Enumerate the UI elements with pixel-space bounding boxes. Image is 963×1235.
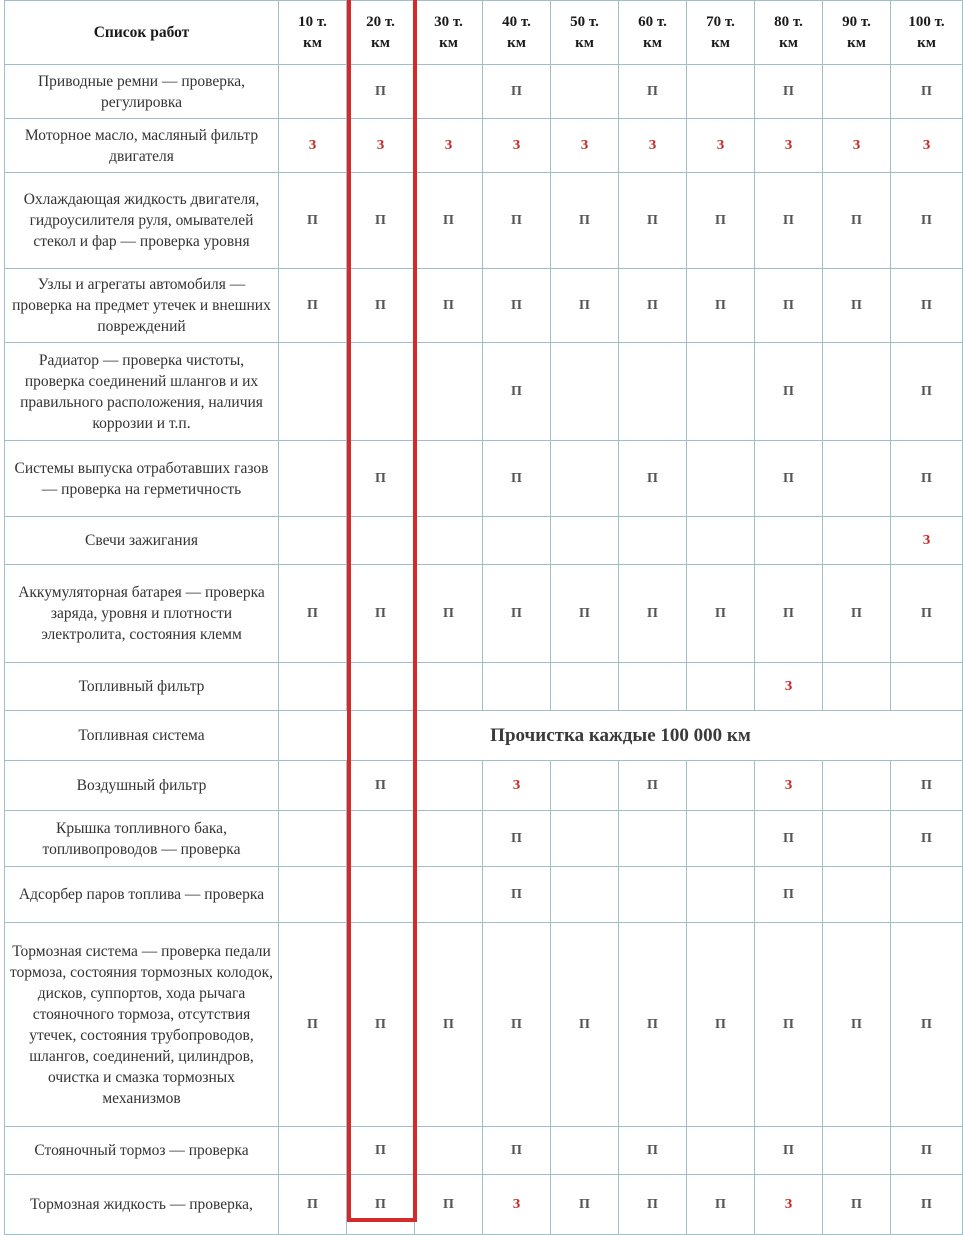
check-mark: П (619, 65, 687, 119)
table-row (5, 1175, 963, 1235)
check-mark: П (755, 269, 823, 343)
maintenance-table (4, 0, 963, 1235)
check-mark: П (415, 923, 483, 1127)
check-mark: П (483, 173, 551, 269)
header-mileage-value: 40 т. (502, 13, 531, 30)
empty-cell (551, 65, 619, 119)
table-row (5, 711, 963, 761)
check-mark: П (687, 565, 755, 663)
check-mark: П (823, 269, 891, 343)
empty-cell (551, 517, 619, 565)
check-mark: П (891, 343, 963, 441)
check-mark: П (755, 867, 823, 923)
work-name: Моторное масло, масляный фильтр двигателя (5, 119, 279, 173)
check-mark: П (483, 441, 551, 517)
table-row (5, 441, 963, 517)
work-name: Свечи зажигания (5, 517, 279, 565)
empty-cell (415, 761, 483, 811)
empty-cell (415, 517, 483, 565)
empty-cell (551, 1127, 619, 1175)
check-mark: П (551, 923, 619, 1127)
header-mileage-unit: км (779, 34, 798, 51)
table-header-row (5, 1, 963, 65)
empty-cell (687, 441, 755, 517)
empty-cell (687, 663, 755, 711)
check-mark: П (551, 1175, 619, 1235)
empty-cell (279, 517, 347, 565)
work-name: Системы выпуска отработавших газов — проверка на герметичность (5, 441, 279, 517)
check-mark: П (687, 173, 755, 269)
check-mark: П (483, 343, 551, 441)
check-mark: П (347, 65, 415, 119)
check-mark: П (551, 565, 619, 663)
check-mark: П (891, 65, 963, 119)
empty-cell (823, 343, 891, 441)
header-mileage (551, 1, 619, 65)
check-mark: П (687, 923, 755, 1127)
check-mark: П (279, 269, 347, 343)
table-row (5, 867, 963, 923)
check-mark: П (483, 867, 551, 923)
empty-cell (823, 663, 891, 711)
work-name: Тормозная система — проверка педали тормоза, состояния тормозных колодок, дисков, суппортов, хода рычага стояночного тормоза, отсутствия утечек, состояния трубопроводов, шлангов, соединений, цилиндров, очистка и смазка тормозных механизмов (5, 923, 279, 1127)
table-body (5, 65, 963, 1235)
work-name: Крышка топливного бака, топливопроводов — проверка (5, 811, 279, 867)
replace-mark: З (755, 1175, 823, 1235)
replace-mark: З (687, 119, 755, 173)
header-mileage-value: 100 т. (908, 13, 945, 30)
empty-cell (619, 663, 687, 711)
empty-cell (279, 761, 347, 811)
check-mark: П (755, 565, 823, 663)
header-mileage-value: 30 т. (434, 13, 463, 30)
check-mark: П (619, 923, 687, 1127)
empty-cell (619, 811, 687, 867)
empty-cell (551, 663, 619, 711)
empty-cell (347, 517, 415, 565)
empty-cell (347, 867, 415, 923)
check-mark: П (891, 173, 963, 269)
header-mileage-unit: км (507, 34, 526, 51)
empty-cell (279, 65, 347, 119)
check-mark: П (823, 565, 891, 663)
check-mark: П (619, 173, 687, 269)
header-mileage (755, 1, 823, 65)
check-mark: П (755, 441, 823, 517)
replace-mark: З (755, 119, 823, 173)
check-mark: П (347, 923, 415, 1127)
work-name: Аккумуляторная батарея — проверка заряда, уровня и плотности электролита, состояния клемм (5, 565, 279, 663)
empty-cell (551, 441, 619, 517)
empty-cell (483, 517, 551, 565)
header-mileage (619, 1, 687, 65)
check-mark: П (891, 1175, 963, 1235)
table-row (5, 269, 963, 343)
work-name: Приводные ремни — проверка, регулировка (5, 65, 279, 119)
check-mark: П (347, 565, 415, 663)
empty-cell (687, 343, 755, 441)
header-mileage (483, 1, 551, 65)
header-mileage-unit: км (643, 34, 662, 51)
header-mileage-unit: км (847, 34, 866, 51)
check-mark: П (687, 269, 755, 343)
table-row (5, 173, 963, 269)
check-mark: П (347, 269, 415, 343)
empty-cell (755, 517, 823, 565)
check-mark: П (619, 441, 687, 517)
empty-cell (279, 663, 347, 711)
check-mark: П (755, 343, 823, 441)
empty-cell (823, 517, 891, 565)
table-row (5, 65, 963, 119)
work-name: Узлы и агрегаты автомобиля — проверка на предмет утечек и внешних повреждений (5, 269, 279, 343)
empty-cell (415, 65, 483, 119)
empty-cell (687, 811, 755, 867)
replace-mark: З (755, 663, 823, 711)
check-mark: П (279, 565, 347, 663)
check-mark: П (279, 1175, 347, 1235)
replace-mark: З (279, 119, 347, 173)
empty-cell (687, 867, 755, 923)
check-mark: П (483, 269, 551, 343)
check-mark: П (415, 269, 483, 343)
check-mark: П (619, 565, 687, 663)
check-mark: П (891, 269, 963, 343)
check-mark: П (823, 173, 891, 269)
header-mileage-value: 60 т. (638, 13, 667, 30)
empty-cell (279, 811, 347, 867)
replace-mark: З (483, 1175, 551, 1235)
header-mileage (891, 1, 963, 65)
header-mileage (687, 1, 755, 65)
work-name: Тормозная жидкость — проверка, (5, 1175, 279, 1235)
check-mark: П (755, 811, 823, 867)
span-note: Прочистка каждые 100 000 км (279, 711, 963, 761)
empty-cell (347, 811, 415, 867)
table-row (5, 565, 963, 663)
header-mileage (823, 1, 891, 65)
empty-cell (891, 867, 963, 923)
empty-cell (823, 811, 891, 867)
check-mark: П (891, 1127, 963, 1175)
header-mileage-unit: км (917, 34, 936, 51)
header-mileage-value: 90 т. (842, 13, 871, 30)
empty-cell (279, 343, 347, 441)
check-mark: П (619, 761, 687, 811)
check-mark: П (891, 811, 963, 867)
empty-cell (823, 441, 891, 517)
empty-cell (687, 65, 755, 119)
check-mark: П (551, 173, 619, 269)
replace-mark: З (619, 119, 687, 173)
check-mark: П (279, 923, 347, 1127)
check-mark: П (415, 173, 483, 269)
header-mileage (347, 1, 415, 65)
work-name: Радиатор — проверка чистоты, проверка соединений шлангов и их правильного расположения, наличия коррозии и т.п. (5, 343, 279, 441)
empty-cell (687, 761, 755, 811)
empty-cell (823, 761, 891, 811)
empty-cell (415, 867, 483, 923)
table-row (5, 761, 963, 811)
header-mileage-value: 50 т. (570, 13, 599, 30)
table-row (5, 517, 963, 565)
check-mark: П (755, 173, 823, 269)
replace-mark: З (755, 761, 823, 811)
empty-cell (619, 517, 687, 565)
table-row (5, 663, 963, 711)
table-row (5, 343, 963, 441)
check-mark: П (347, 173, 415, 269)
check-mark: П (483, 811, 551, 867)
header-mileage-unit: км (303, 34, 322, 51)
work-name: Адсорбер паров топлива — проверка (5, 867, 279, 923)
table-row (5, 811, 963, 867)
header-mileage (279, 1, 347, 65)
check-mark: П (891, 441, 963, 517)
header-mileage-value: 10 т. (298, 13, 327, 30)
header-mileage (415, 1, 483, 65)
empty-cell (415, 663, 483, 711)
check-mark: П (483, 565, 551, 663)
check-mark: П (347, 441, 415, 517)
header-mileage-value: 70 т. (706, 13, 735, 30)
work-name: Топливный фильтр (5, 663, 279, 711)
replace-mark: З (347, 119, 415, 173)
check-mark: П (619, 269, 687, 343)
header-mileage-unit: км (575, 34, 594, 51)
check-mark: П (347, 1127, 415, 1175)
check-mark: П (483, 65, 551, 119)
replace-mark: З (415, 119, 483, 173)
empty-cell (823, 867, 891, 923)
check-mark: П (279, 173, 347, 269)
empty-cell (279, 1127, 347, 1175)
header-mileage-value: 20 т. (366, 13, 395, 30)
empty-cell (891, 663, 963, 711)
check-mark: П (347, 1175, 415, 1235)
replace-mark: З (483, 761, 551, 811)
check-mark: П (687, 1175, 755, 1235)
work-name: Топливная система (5, 711, 279, 761)
empty-cell (415, 811, 483, 867)
check-mark: П (415, 1175, 483, 1235)
check-mark: П (755, 1127, 823, 1175)
check-mark: П (415, 565, 483, 663)
table-row (5, 119, 963, 173)
check-mark: П (483, 1127, 551, 1175)
empty-cell (347, 343, 415, 441)
replace-mark: З (891, 517, 963, 565)
replace-mark: З (823, 119, 891, 173)
empty-cell (415, 441, 483, 517)
empty-cell (687, 517, 755, 565)
check-mark: П (891, 761, 963, 811)
empty-cell (551, 867, 619, 923)
empty-cell (551, 343, 619, 441)
header-mileage-value: 80 т. (774, 13, 803, 30)
empty-cell (823, 65, 891, 119)
check-mark: П (619, 1175, 687, 1235)
check-mark: П (619, 1127, 687, 1175)
replace-mark: З (891, 119, 963, 173)
check-mark: П (483, 923, 551, 1127)
empty-cell (415, 1127, 483, 1175)
empty-cell (687, 1127, 755, 1175)
empty-cell (347, 663, 415, 711)
table-row (5, 923, 963, 1127)
replace-mark: З (483, 119, 551, 173)
empty-cell (823, 1127, 891, 1175)
empty-cell (483, 663, 551, 711)
empty-cell (551, 811, 619, 867)
table-row (5, 1127, 963, 1175)
empty-cell (415, 343, 483, 441)
header-work-list: Список работ (5, 1, 279, 65)
work-name: Стояночный тормоз — проверка (5, 1127, 279, 1175)
check-mark: П (551, 269, 619, 343)
check-mark: П (891, 565, 963, 663)
check-mark: П (755, 65, 823, 119)
empty-cell (279, 441, 347, 517)
header-mileage-unit: км (371, 34, 390, 51)
header-mileage-unit: км (711, 34, 730, 51)
check-mark: П (891, 923, 963, 1127)
check-mark: П (823, 923, 891, 1127)
empty-cell (551, 761, 619, 811)
header-mileage-unit: км (439, 34, 458, 51)
work-name: Охлаждающая жидкость двигателя, гидроусилителя руля, омывателей стекол и фар — проверка уровня (5, 173, 279, 269)
check-mark: П (347, 761, 415, 811)
empty-cell (279, 867, 347, 923)
check-mark: П (755, 923, 823, 1127)
replace-mark: З (551, 119, 619, 173)
check-mark: П (823, 1175, 891, 1235)
work-name: Воздушный фильтр (5, 761, 279, 811)
empty-cell (619, 343, 687, 441)
empty-cell (619, 867, 687, 923)
